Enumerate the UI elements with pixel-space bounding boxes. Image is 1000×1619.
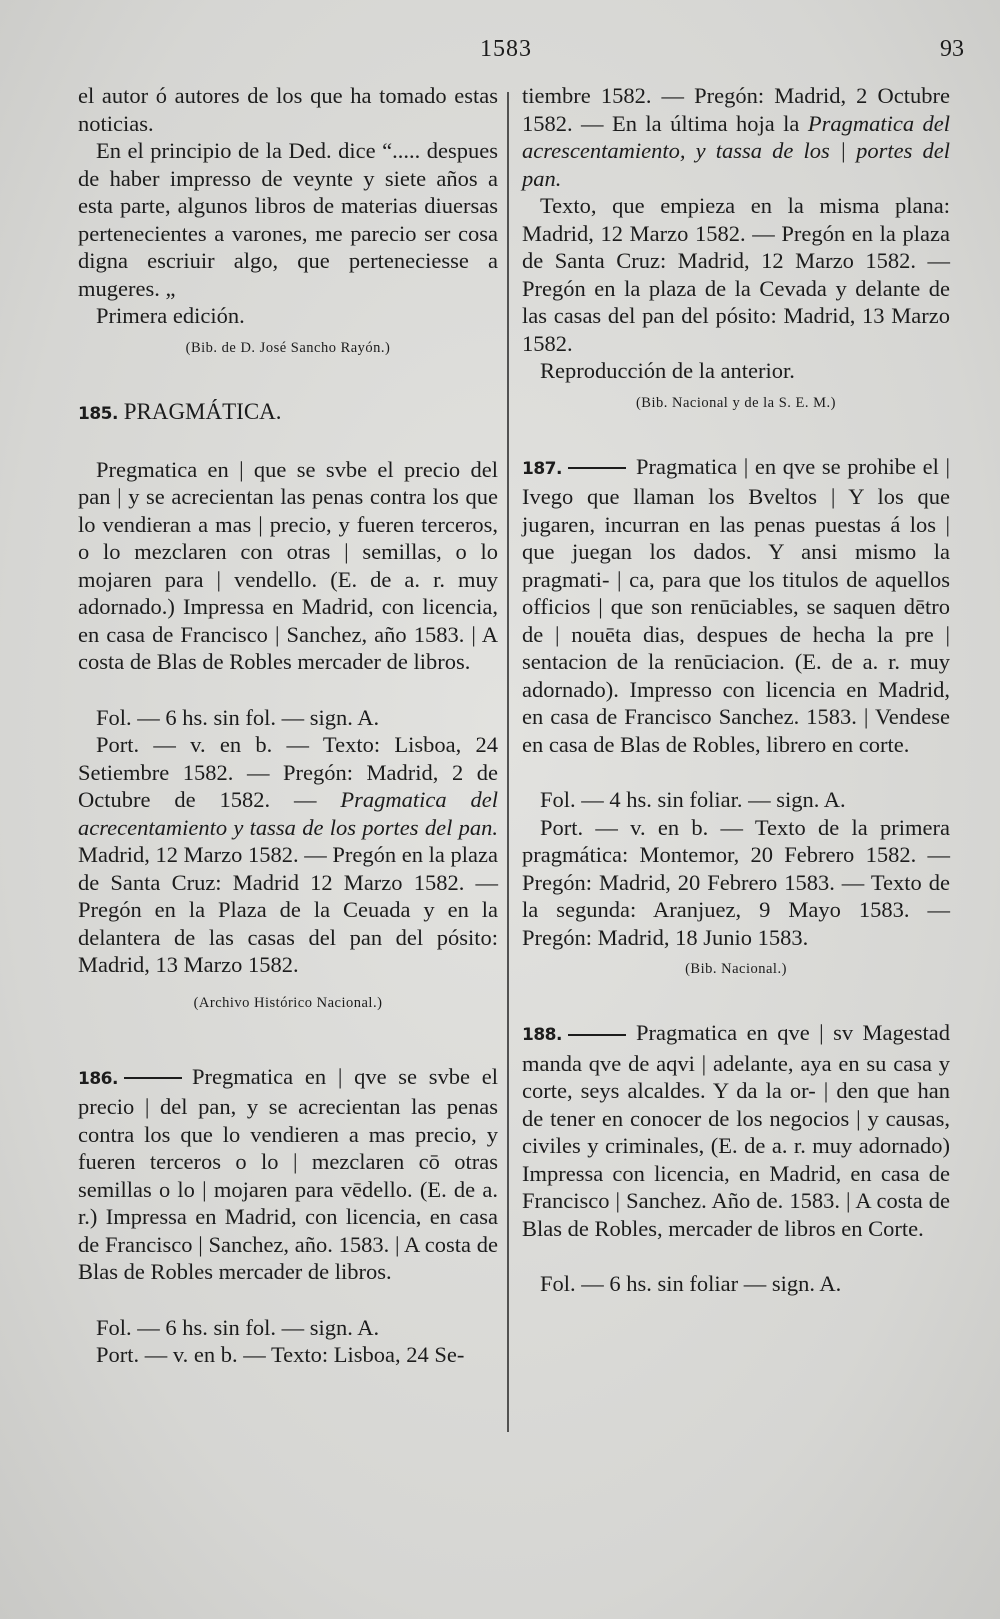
port-text-b: Madrid, 12 Marzo 1582. — Pregón en la plaza de Santa Cruz: Madrid 12 Marzo 1582. — Pregón en la Plaza de la Ceuada y en la delantera de las casas del pan del pósito: Madrid, 13 Marzo 1582.	[78, 842, 498, 977]
edition-note: Primera edición.	[96, 303, 245, 328]
cont-text-b: Texto, que empieza en la misma plana: Madrid, 12 Marzo 1582. — Pregón en la plaza de Santa Cruz: Madrid, 12 Marzo 1582. — Pregón en la plaza de la Cevada y delante de las casas del pan del pósito: Madrid, 13 Marzo 1582.	[522, 193, 950, 356]
cont-text-a: tiembre 1582. — Pregón: Madrid, 2 Octubre 1582. — En la última hoja la	[522, 83, 950, 136]
entry-number: 188.	[522, 1025, 562, 1045]
entry-185-source: (Archivo Histórico Nacional.)	[193, 994, 383, 1011]
entry-185-text: Pregmatica en | que se svbe el precio del pan | y se acrecientan las penas contra los que lo vendieran a mas | precio, y fueren terceros, o lo mezclaren con otras | semillas, o lo mojaren para | vendello. (E. de a. r. muy adornado.) Impressa en Madrid, con licencia, en casa de Francisco | Sanchez, año 1583. | A costa de Blas de Robles mercader de libros.	[78, 456, 498, 674]
em-rule	[124, 1077, 182, 1079]
entry-187-source: (Bib. Nacional.)	[685, 961, 787, 977]
port-text-a: Port. — v. en b. — Texto: Lisboa, 24 Setiembre 1582. — Pregón: Madrid, 2 de Octubre de 1582. —	[78, 732, 498, 812]
column-divider	[507, 92, 509, 1432]
entry-body: Pragmatica | en qve se prohibe el | Ivego que llaman los Bveltos | Y los que jugaren, incurran en las penas puestas á los | que juegan los dados. Y ansi mismo la pragmati- | ca, para que los titulos de aquellos officios | que son renūciables, se saquen dētro de | nouēta dias, despues de hecha la pre | sentacion de la renūciacion. (E. de a. r. muy adornado). Impresso con licencia en Madrid, en casa de Francisco Sanchez. 1583. | Vendese en casa de Blas de Robles, librero en corte.	[522, 453, 950, 757]
left-column	[78, 82, 498, 1369]
entry-185-fol: Fol. — 6 hs. sin fol. — sign. A.	[96, 704, 380, 730]
entry-187-text	[522, 453, 950, 759]
cont-source: (Bib. Nacional y de la S. E. M.)	[635, 394, 837, 411]
cont-title-italic: Pragmatica del acrescentamiento, y tassa de los | portes del pan.	[522, 110, 950, 191]
running-header	[0, 36, 1000, 66]
entry-187-fol: Fol. — 4 hs. sin foliar. — sign. A.	[540, 787, 846, 812]
em-rule	[568, 1034, 626, 1036]
entry-body: Pregmatica en | qve se svbe el precio | del pan, y se acrecientan las penas contra los que lo vendieren a mas precio, y fueren terceros o lo | mezclaren cō otras semillas o lo | mojaren para vēdello. (E. de a. r.) Impressa en Madrid, con licencia, en casa de Francisco | Sanchez, año. 1583. | A costa de Blas de Robles mercader de libros.	[78, 1063, 498, 1284]
entry-188-fol: Fol. — 6 hs. sin foliar — sign. A.	[540, 1271, 842, 1296]
em-rule	[568, 467, 626, 469]
page-year: 1583	[480, 36, 532, 62]
entry-number: 186.	[78, 1068, 118, 1089]
entry-185-heading	[78, 398, 498, 428]
entry-186-fol: Fol. — 6 hs. sin fol. — sign. A.	[96, 1314, 380, 1340]
right-column	[522, 82, 950, 1298]
entry-number: 185.	[78, 403, 118, 424]
entry-number: 187.	[522, 458, 562, 479]
entry-title: PRAGMÁTICA.	[123, 398, 282, 424]
entry-188-text	[522, 1019, 950, 1242]
intro-line: el autor ó autores de los que ha tomado estas noticias.	[78, 83, 498, 136]
entry-186-text	[78, 1063, 498, 1286]
intro-quote: En el principio de la Ded. dice “..... despues de haber impresso de veynte y siete años a esta parte, algunos libros de materias diuersas pertenecientes a varones, me parecio ser cosa digna escriuir algo, que perteneciesse a mugeres. „	[78, 138, 498, 301]
continued-text	[522, 82, 950, 192]
entry-187-port: Port. — v. en b. — Texto de la primera pragmática: Montemor, 20 Febrero 1582. — Pregón: Madrid, 20 Febrero 1583. — Texto de la segunda: Aranjuez, 9 Mayo 1583. — Pregón: Madrid, 18 Junio 1583.	[522, 814, 950, 950]
source-note: (Bib. de D. José Sancho Rayón.)	[185, 339, 391, 356]
entry-185-port	[78, 731, 498, 979]
page-number: 93	[940, 36, 964, 62]
entry-186-port: Port. — v. en b. — Texto: Lisboa, 24 Se-	[96, 1342, 465, 1367]
port-title-italic: Pragmatica del acrecentamiento y tassa de los portes del pan.	[78, 787, 499, 840]
entry-body: Pragmatica en qve | sv Magestad manda qve de aqvi | adelante, aya en su casa y corte, seys alcaldes. Y da la or- | den que han de tener en conocer de los negocios | y causas, civiles y criminales, (E. de a. r. muy adornado) Impressa con licencia, en Madrid, en casa de Francisco | Sanchez. Año de. 1583. | A costa de Blas de Robles, mercader de libros en Corte.	[522, 1020, 950, 1241]
reproduction-note: Reproducción de la anterior.	[540, 358, 795, 383]
